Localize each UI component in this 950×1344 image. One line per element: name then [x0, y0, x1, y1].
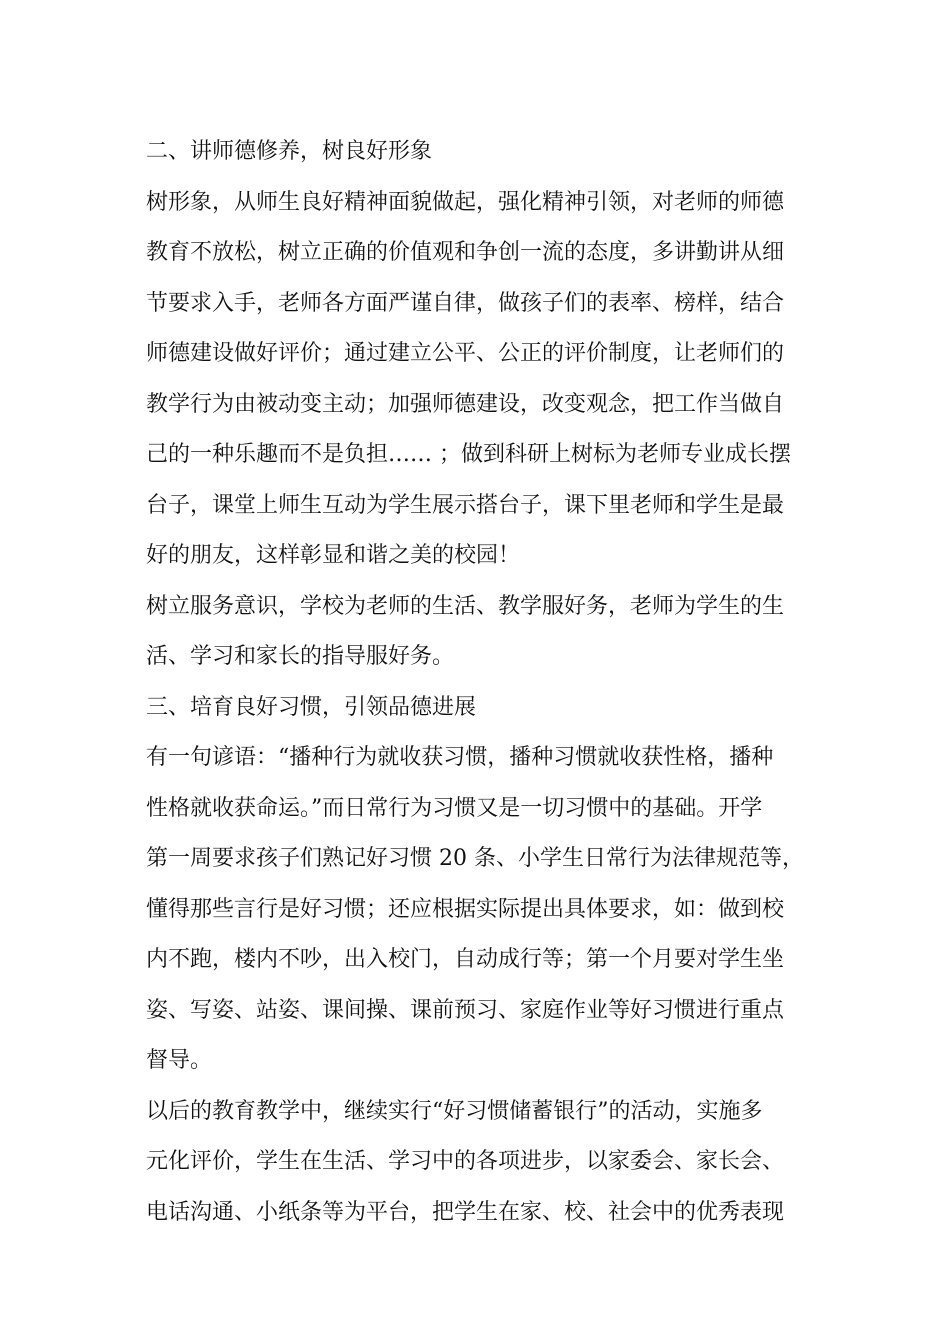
text-line: 元化评价，学生在生活、学习中的各项进步，以家委会、家长会、 [146, 1149, 785, 1174]
text-line: 台子，课堂上师生互动为学生展示搭台子，课下里老师和学生是最 [146, 492, 785, 518]
text-line: 己的一种乐趣而不是负担…… ；做到科研上树标为老师专业成长摆 [146, 442, 791, 467]
text-line: 督导。 [146, 1048, 213, 1073]
text-line: 师德建设做好评价；通过建立公平、公正的评价制度，让老师们的 [146, 341, 785, 366]
text-line: 树立服务意识，学校为老师的生活、教学服好务，老师为学生的生 [146, 593, 785, 619]
text-line: 教育不放松，树立正确的价值观和争创一流的态度，多讲勤讲从细 [146, 240, 785, 265]
text-line: 以后的教育教学中，继续实行“好习惯储蓄银行”的活动，实施多 [146, 1098, 763, 1124]
text-line: 活、学习和家长的指导服好务。 [146, 644, 455, 669]
text-line: 电话沟通、小纸条等为平台，把学生在家、校、社会中的优秀表现 [146, 1199, 785, 1225]
heading-section-2: 二、讲师德修养，树良好形象 [146, 139, 433, 164]
text-line: 姿、写姿、站姿、课间操、课前预习、家庭作业等好习惯进行重点 [146, 997, 785, 1023]
text-line: 第一周要求孩子们熟记好习惯 20 条、小学生日常行为法律规范等， [146, 846, 804, 871]
text-line: 教学行为由被动变主动；加强师德建设，改变观念，把工作当做自 [146, 391, 785, 417]
text-line: 树形象，从师生良好精神面貌做起，强化精神引领，对老师的师德 [146, 189, 785, 215]
text-line: 性格就收获命运。”而日常行为习惯又是一切习惯中的基础。开学 [146, 795, 763, 821]
heading-section-3: 三、培育良好习惯，引领品德进展 [146, 694, 477, 720]
text-line: 内不跑，楼内不吵，出入校门，自动成行等；第一个月要对学生坐 [146, 947, 785, 972]
document-body [146, 127, 806, 1238]
text-line: 节要求入手，老师各方面严谨自律，做孩子们的表率、榜样，结合 [146, 290, 785, 316]
text-line: 有一句谚语：“播种行为就收获习惯，播种习惯就收获性格，播种 [146, 745, 774, 770]
text-line: 懂得那些言行是好习惯；还应根据实际提出具体要求，如：做到校 [146, 896, 785, 922]
text-line: 好的朋友，这样彰显和谐之美的校园！ [146, 543, 521, 568]
